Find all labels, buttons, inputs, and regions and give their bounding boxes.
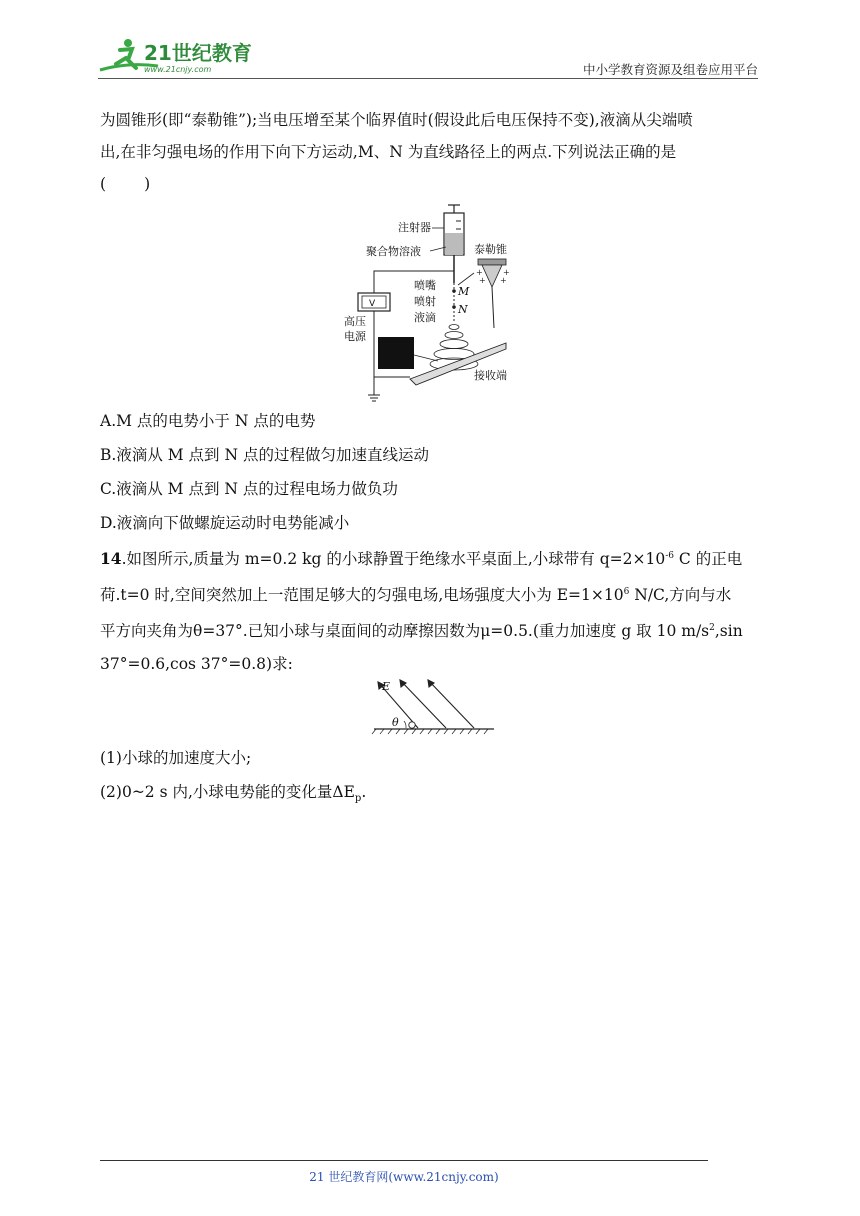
logo-text: 21世纪教育 (144, 41, 252, 65)
q13-answer-paren (100, 168, 770, 200)
option-d: D.液滴向下做螺旋运动时电势能减小 (100, 514, 350, 532)
label-n: N (458, 303, 468, 316)
ball (409, 722, 415, 728)
field-figure (370, 676, 500, 736)
label-e: E (382, 680, 391, 693)
label-voltmeter: V (369, 299, 376, 309)
label-syringe: 注射器 (398, 221, 431, 234)
q13-text (100, 104, 770, 200)
q14-line-2: 荷.t=0 时,空间突然加上一范围足够大的匀强电场,电场强度大小为 $E=1\times 10^6$ N/C,方向与水 (100, 586, 732, 605)
site-logo (98, 36, 258, 76)
q14-number: 14 (100, 549, 122, 569)
q13-line-1: 为圆锥形(即“泰勒锥”);当电压增至某个临界值时(假设此后电压保持不变),液滴从尖端喷 (100, 111, 693, 129)
label-nozzle: 喷嘴 (414, 279, 436, 292)
label-taylor-cone: 泰勒锥 (474, 243, 507, 256)
label-theta: θ (392, 716, 399, 729)
q14-line-3: 平方向夹角为θ=37°.已知小球与桌面间的动摩擦因数为μ=0.5.(重力加速度 g 取 10 $m/s^2,\sin$ (100, 622, 743, 641)
sub-question-2: (2)0~2 s 内,小球电势能的变化量$\Delta E_p$. (100, 783, 367, 805)
paren-open: ( (100, 175, 107, 193)
paren-close: ) (144, 175, 151, 193)
logo-url: www.21cnjy.com (144, 65, 212, 74)
jet-path (452, 283, 456, 321)
q14-line-1: 14.如图所示,质量为 m=0.2 kg 的小球静置于绝缘水平桌面上,小球带有 $q=2\times 10^{-6}$ C 的正电 (100, 549, 743, 569)
q14-text (100, 540, 770, 681)
q14-line-4: 37°=0.6,cos 37°=0.8)求: (100, 655, 293, 674)
option-c: C.液滴从 M 点到 N 点的过程电场力做负功 (100, 480, 398, 498)
svg-text:+: + (503, 268, 510, 277)
label-receiver: 接收端 (474, 369, 507, 382)
label-source: 电源 (344, 330, 366, 343)
label-polymer: 聚合物溶液 (366, 245, 421, 258)
footer-link[interactable]: 21 世纪教育网(www.21cnjy.com) (309, 1170, 499, 1184)
label-jet: 喷射 (414, 295, 436, 308)
label-droplet: 液滴 (414, 311, 436, 324)
option-a: A.M 点的电势小于 N 点的电势 (100, 412, 316, 430)
circuit-wires (368, 271, 454, 401)
label-high: 高压 (344, 315, 366, 328)
svg-text:+: + (476, 268, 483, 277)
site-title: 中小学教育资源及组卷应用平台 (582, 62, 758, 77)
svg-text:+: + (479, 276, 486, 285)
option-b: B.液滴从 M 点到 N 点的过程做匀加速直线运动 (100, 446, 429, 464)
electrospray-figure (340, 203, 525, 403)
sub-question-1: (1)小球的加速度大小; (100, 749, 252, 767)
header-divider (98, 78, 758, 79)
label-m: M (458, 285, 470, 298)
footer-divider (100, 1160, 708, 1161)
hatching (372, 729, 488, 734)
black-box (378, 337, 414, 369)
svg-text:+: + (500, 276, 507, 285)
voltmeter-icon (358, 293, 390, 311)
taylor-cone-icon (476, 259, 510, 328)
page-header (98, 36, 758, 80)
q13-line-2: 出,在非匀强电场的作用下向下方运动,M、N 为直线路径上的两点.下列说法正确的是 (100, 143, 677, 161)
